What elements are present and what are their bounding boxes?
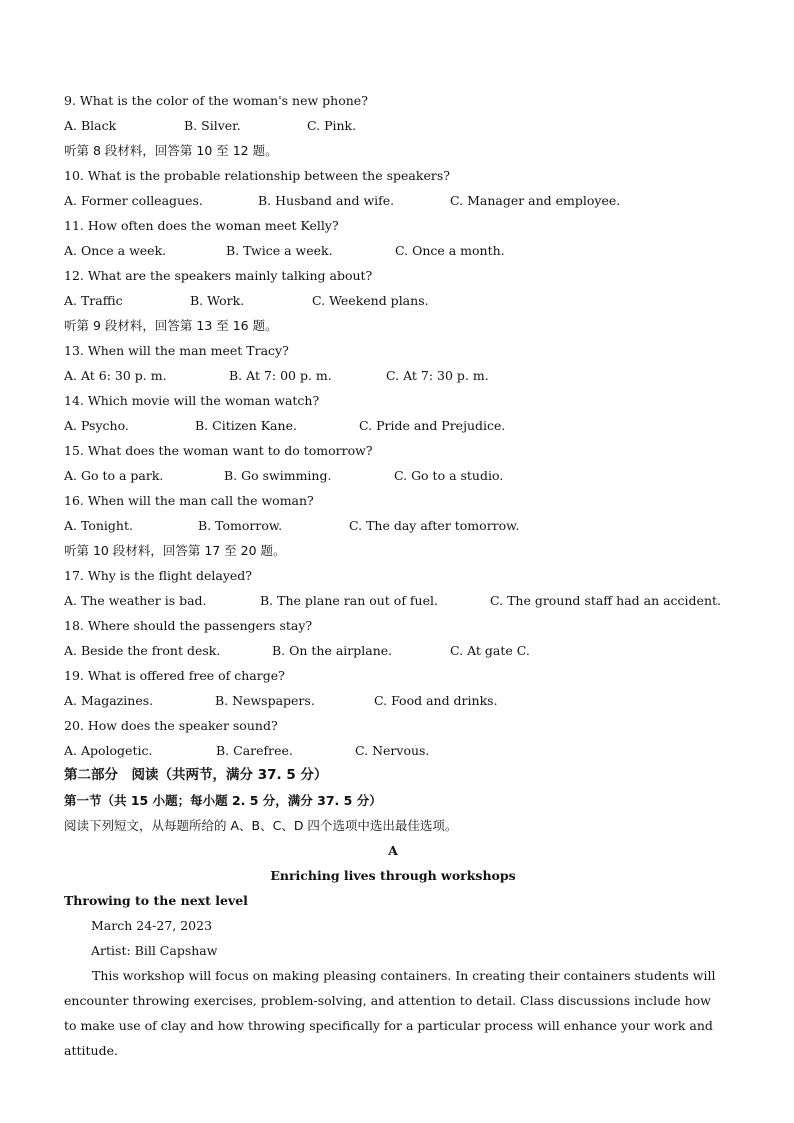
- question-text: 15. What does the woman want to do tomorrow?: [64, 443, 373, 458]
- question-text: 18. Where should the passengers stay?: [64, 618, 313, 633]
- answer-options: [64, 513, 724, 538]
- question-text: 19. What is offered free of charge?: [64, 668, 285, 683]
- answer-options: [64, 188, 724, 213]
- option-b: B. At 7: 00 p. m.: [229, 368, 332, 383]
- passage-title: Enriching lives through workshops: [270, 868, 516, 883]
- option-a: A. Psycho.: [64, 418, 129, 433]
- passage-letter: A: [388, 843, 398, 858]
- option-b: B. Silver.: [184, 118, 241, 133]
- option-b: B. Carefree.: [216, 743, 293, 758]
- question-text: 13. When will the man meet Tracy?: [64, 343, 289, 358]
- listening-instruction: 听第 9 段材料，回答第 13 至 16 题。: [64, 318, 278, 333]
- answer-options: [64, 638, 724, 663]
- option-a: A. At 6: 30 p. m.: [64, 368, 167, 383]
- option-c: C. At gate C.: [450, 643, 530, 658]
- question-text: 11. How often does the woman meet Kelly?: [64, 218, 339, 233]
- document-page: [64, 88, 724, 1063]
- question-text: 16. When will the man call the woman?: [64, 493, 314, 508]
- listening-instruction: 听第 10 段材料，回答第 17 至 20 题。: [64, 543, 286, 558]
- workshop-date: March 24-27, 2023: [91, 918, 213, 933]
- option-a: A. Once a week.: [64, 243, 167, 258]
- reading-instruction: 阅读下列短文，从每题所给的 A、B、C、D 四个选项中选出最佳选项。: [64, 818, 458, 833]
- option-b: B. Twice a week.: [226, 243, 333, 258]
- answer-options: [64, 413, 724, 438]
- question-text: 20. How does the speaker sound?: [64, 718, 278, 733]
- option-c: C. At 7: 30 p. m.: [386, 368, 489, 383]
- option-c: C. The day after tomorrow.: [349, 518, 520, 533]
- answer-options: [64, 113, 724, 138]
- option-a: A. Apologetic.: [64, 743, 153, 758]
- listening-instruction: 听第 8 段材料，回答第 10 至 12 题。: [64, 143, 278, 158]
- question-text: 10. What is the probable relationship between the speakers?: [64, 168, 450, 183]
- workshop-artist: Artist: Bill Capshaw: [91, 943, 218, 958]
- question-text: 12. What are the speakers mainly talking about?: [64, 268, 373, 283]
- option-a: A. Go to a park.: [64, 468, 164, 483]
- option-b: B. Tomorrow.: [198, 518, 283, 533]
- option-b: B. Husband and wife.: [258, 193, 395, 208]
- workshop-title: Throwing to the next level: [64, 893, 248, 908]
- option-c: C. Weekend plans.: [312, 293, 429, 308]
- option-c: C. Pride and Prejudice.: [359, 418, 506, 433]
- answer-options: [64, 463, 724, 488]
- option-c: C. Pink.: [307, 118, 357, 133]
- option-b: B. On the airplane.: [272, 643, 393, 658]
- answer-options: [64, 238, 724, 263]
- option-b: B. Work.: [190, 293, 245, 308]
- option-c: C. The ground staff had an accident.: [490, 593, 721, 608]
- section-one-heading: 第一节（共 15 小题；每小题 2. 5 分，满分 37. 5 分）: [64, 793, 382, 808]
- option-c: C. Nervous.: [355, 743, 430, 758]
- listening-questions: [64, 88, 724, 763]
- answer-options: [64, 588, 724, 613]
- part-two-heading: 第二部分 阅读（共两节，满分 37. 5 分）: [64, 767, 328, 783]
- question-text: 14. Which movie will the woman watch?: [64, 393, 320, 408]
- answer-options: [64, 738, 724, 763]
- option-c: C. Manager and employee.: [450, 193, 621, 208]
- question-text: 17. Why is the flight delayed?: [64, 568, 253, 583]
- option-c: C. Food and drinks.: [374, 693, 498, 708]
- option-c: C. Once a month.: [395, 243, 505, 258]
- answer-options: [64, 688, 724, 713]
- option-a: A. Former colleagues.: [64, 193, 203, 208]
- option-a: A. Tonight.: [64, 518, 133, 533]
- question-text: 9. What is the color of the woman's new phone?: [64, 93, 368, 108]
- workshop-description: This workshop will focus on making pleasing containers. In creating their containers students will encounter throwing exercises, problem-solving, and attention to detail. Class discussions include how to make use of clay and how throwing specifically for a particular process will enhance your work and attitude.: [64, 968, 716, 1058]
- option-c: C. Go to a studio.: [394, 468, 504, 483]
- answer-options: [64, 288, 724, 313]
- option-b: B. The plane ran out of fuel.: [260, 593, 438, 608]
- option-a: A. Magazines.: [64, 693, 154, 708]
- option-a: A. Traffic: [64, 293, 123, 308]
- option-a: A. The weather is bad.: [64, 593, 207, 608]
- option-b: B. Citizen Kane.: [195, 418, 297, 433]
- option-b: B. Newspapers.: [215, 693, 315, 708]
- option-a: A. Black: [64, 118, 117, 133]
- answer-options: [64, 363, 724, 388]
- option-b: B. Go swimming.: [224, 468, 332, 483]
- option-a: A. Beside the front desk.: [64, 643, 221, 658]
